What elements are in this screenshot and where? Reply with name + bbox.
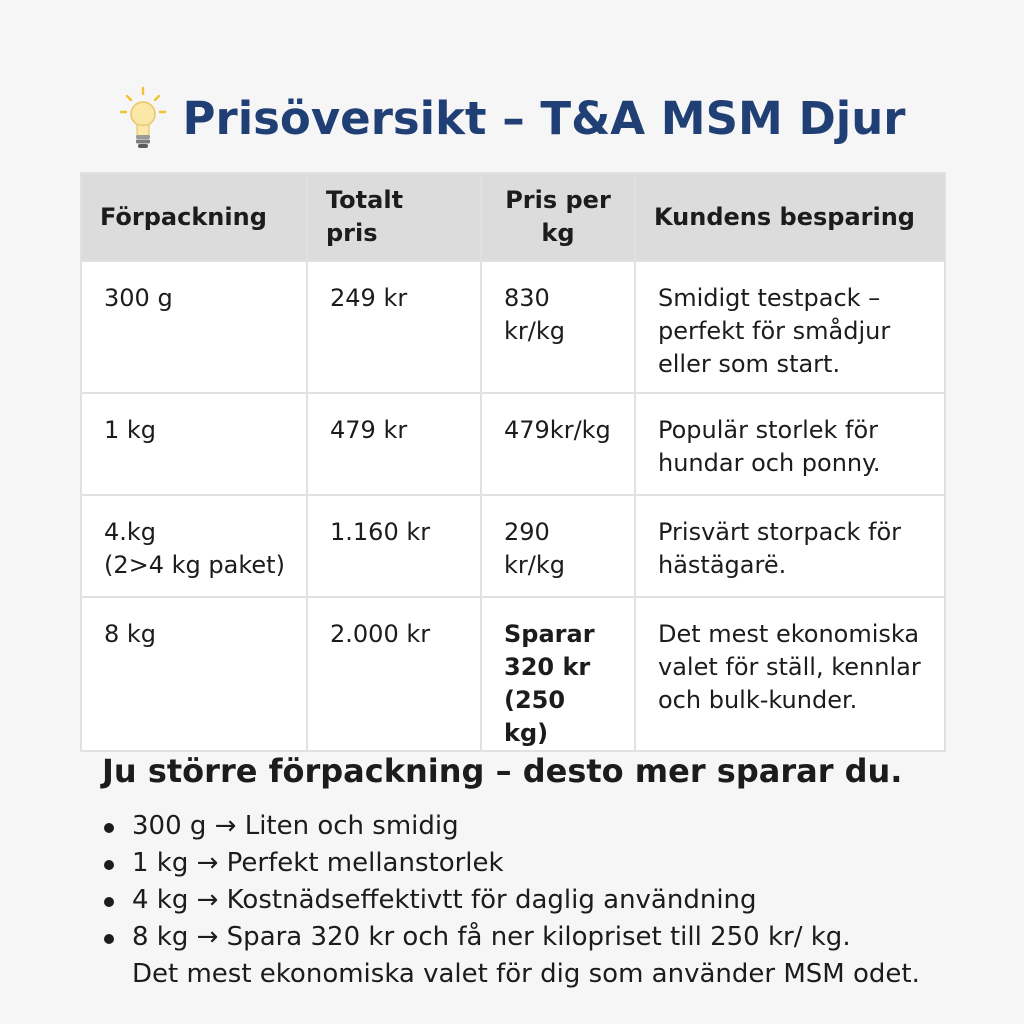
- package-size: 1 kg: [104, 416, 157, 444]
- column-header-saving: Kundens besparing: [635, 173, 945, 261]
- cell-price-per-kg: Sparar 320 kr (250 kg): [481, 597, 635, 751]
- bullet-dot-icon: [104, 823, 114, 833]
- list-item: [102, 882, 982, 919]
- cell-saving: Smidigt testpack – perfekt för smådjur eller som start.: [635, 261, 945, 393]
- cell-saving: Prisvärt storpack för hästägarë.: [635, 495, 945, 597]
- cell-total-price: 249 kr: [307, 261, 481, 393]
- bullet-dot-icon: [104, 934, 114, 944]
- cell-total-price: 479 kr: [307, 393, 481, 495]
- list-item-text: 8 kg → Spara 320 kr och få ner kilopriset till 250 kr/ kg.: [132, 922, 851, 952]
- title-row: [0, 78, 1024, 158]
- cell-saving: Populär storlek för hundar och ponny.: [635, 393, 945, 495]
- list-item: [102, 808, 982, 845]
- column-header-total: Totalt pris: [307, 173, 481, 261]
- cell-package: [81, 393, 307, 495]
- cell-price-per-kg: 830 kr/kg: [481, 261, 635, 393]
- benefit-list: [102, 808, 982, 993]
- cell-total-price: 1.160 kr: [307, 495, 481, 597]
- list-item-continuation: Det mest ekonomiska valet för dig som använder MSM odet.: [132, 959, 920, 989]
- bullet-dot-icon: [104, 860, 114, 870]
- cell-price-per-kg: 479kr/kg: [481, 393, 635, 495]
- list-item-text: 300 g → Liten och smidig: [132, 811, 459, 841]
- cell-package: [81, 261, 307, 393]
- lightbulb-icon: [119, 86, 167, 150]
- table-header-row: [81, 173, 945, 261]
- summary-heading: Ju större förpackning – desto mer sparar du.: [102, 752, 903, 790]
- page-title: Prisöversikt – T&A MSM Djur: [182, 91, 906, 145]
- table-row: [81, 261, 945, 393]
- cell-price-per-kg: 290 kr/kg: [481, 495, 635, 597]
- price-table: [80, 172, 946, 752]
- table-row: [81, 597, 945, 751]
- list-item-text: 4 kg → Kostnädseffektivtt för daglig användning: [132, 885, 757, 915]
- package-size: 300 g: [104, 284, 173, 312]
- package-size: 8 kg: [104, 620, 157, 648]
- table-row: [81, 393, 945, 495]
- column-header-package: Förpackning: [81, 173, 307, 261]
- bullet-dot-icon: [104, 897, 114, 907]
- table-row: [81, 495, 945, 597]
- list-item: [102, 845, 982, 882]
- column-header-price-per-kg: Pris per kg: [481, 173, 635, 261]
- cell-package: [81, 597, 307, 751]
- list-item-text: 1 kg → Perfekt mellanstorlek: [132, 848, 504, 878]
- cell-saving: Det mest ekonomiska valet för ställ, kennlar och bulk-kunder.: [635, 597, 945, 751]
- cell-total-price: 2.000 kr: [307, 597, 481, 751]
- package-note: (2>4 kg paket): [104, 551, 285, 579]
- package-size: 4.kg: [104, 518, 157, 546]
- cell-package: [81, 495, 307, 597]
- list-item: [102, 919, 982, 993]
